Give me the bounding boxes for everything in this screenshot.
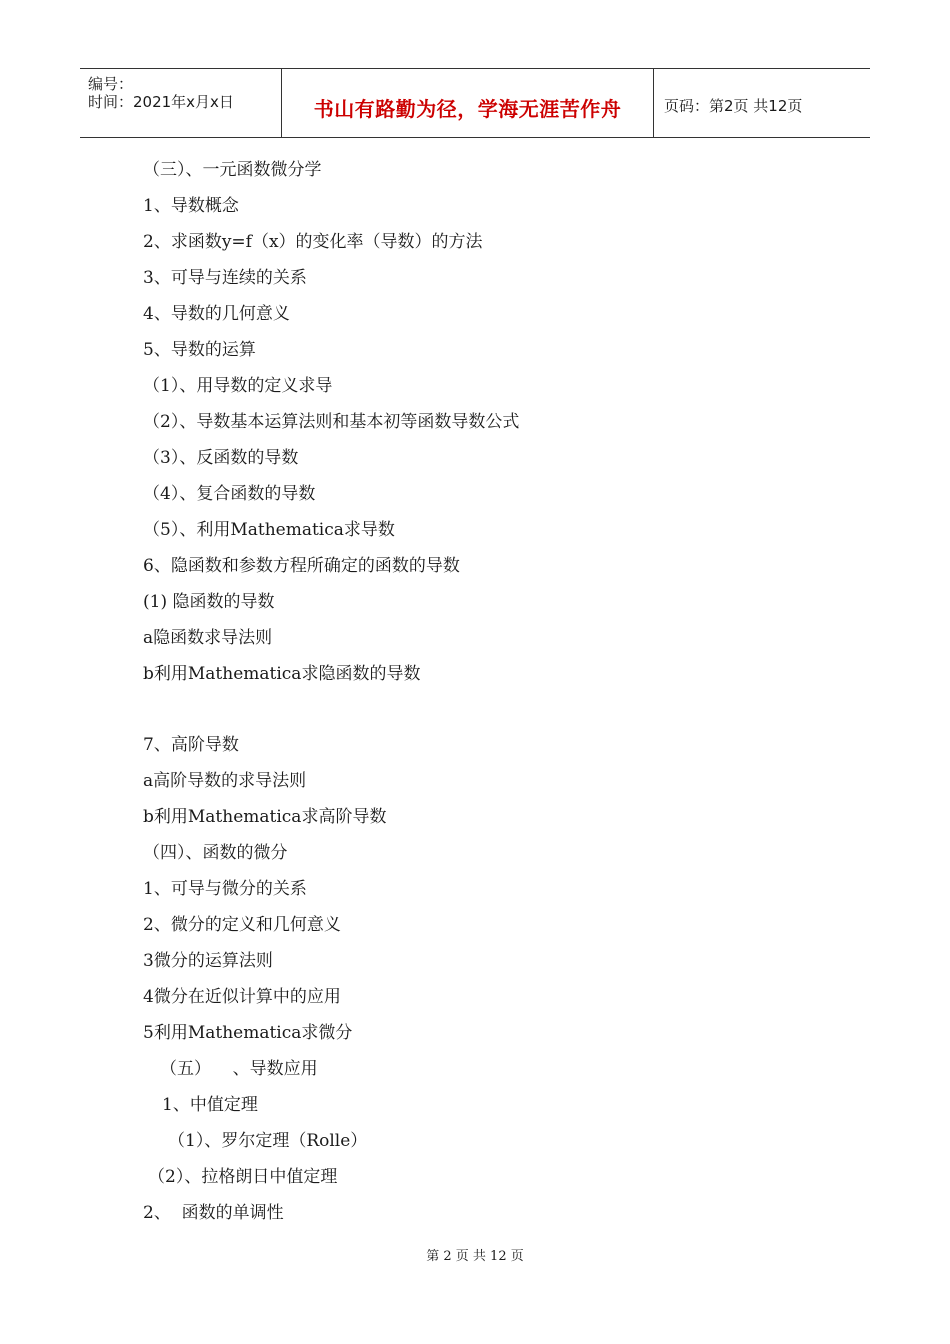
- document-time-label: 时间：2021年x月x日: [88, 93, 234, 111]
- outline-line: 3微分的运算法则: [143, 951, 273, 971]
- outline-line: （五） 、导数应用: [160, 1059, 318, 1079]
- outline-line: 2、微分的定义和几何意义: [143, 915, 341, 935]
- header-page-cell: [654, 69, 870, 137]
- outline-line: （2）、拉格朗日中值定理: [148, 1167, 338, 1187]
- outline-line: 5、导数的运算: [143, 340, 256, 360]
- outline-line: b利用Mathematica求高阶导数: [143, 807, 387, 827]
- outline-line: （5）、利用Mathematica求导数: [143, 520, 395, 540]
- outline-line: 5利用Mathematica求微分: [143, 1023, 353, 1043]
- header-page-info: 页码：第2页 共12页: [664, 97, 803, 115]
- outline-line: （四）、函数的微分: [143, 843, 288, 863]
- outline-line: （三）、一元函数微分学: [143, 160, 322, 180]
- header-motto-cell: [282, 69, 654, 137]
- outline-line: 2、 函数的单调性: [143, 1203, 284, 1223]
- outline-line: 2、求函数y=f（x）的变化率（导数）的方法: [143, 232, 483, 252]
- outline-line: 1、中值定理: [162, 1095, 258, 1115]
- header-motto: 书山有路勤为径，学海无涯苦作舟: [313, 97, 622, 121]
- outline-line: 3、可导与连续的关系: [143, 268, 307, 288]
- outline-line: 1、导数概念: [143, 196, 239, 216]
- outline-line: （1）、罗尔定理（Rolle）: [168, 1131, 368, 1151]
- outline-line: 4微分在近似计算中的应用: [143, 987, 341, 1007]
- outline-line: a高阶导数的求导法则: [143, 771, 307, 791]
- page-header: [80, 68, 870, 138]
- outline-line: 4、导数的几何意义: [143, 304, 290, 324]
- outline-line: 1、可导与微分的关系: [143, 879, 307, 899]
- outline-line: a隐函数求导法则: [143, 628, 273, 648]
- header-meta-cell: [80, 69, 282, 137]
- outline-line: （3）、反函数的导数: [143, 448, 299, 468]
- outline-line: (1) 隐函数的导数: [143, 592, 275, 612]
- outline-line: 6、隐函数和参数方程所确定的函数的导数: [143, 556, 460, 576]
- outline-line: （2）、导数基本运算法则和基本初等函数导数公式: [143, 412, 520, 432]
- document-number-label: 编号：: [88, 75, 134, 93]
- outline-line: （4）、复合函数的导数: [143, 484, 316, 504]
- outline-line: b利用Mathematica求隐函数的导数: [143, 664, 421, 684]
- outline-line: 7、高阶导数: [143, 735, 239, 755]
- page-footer: 第 2 页 共 12 页: [426, 1249, 524, 1264]
- outline-line: （1）、用导数的定义求导: [143, 376, 333, 396]
